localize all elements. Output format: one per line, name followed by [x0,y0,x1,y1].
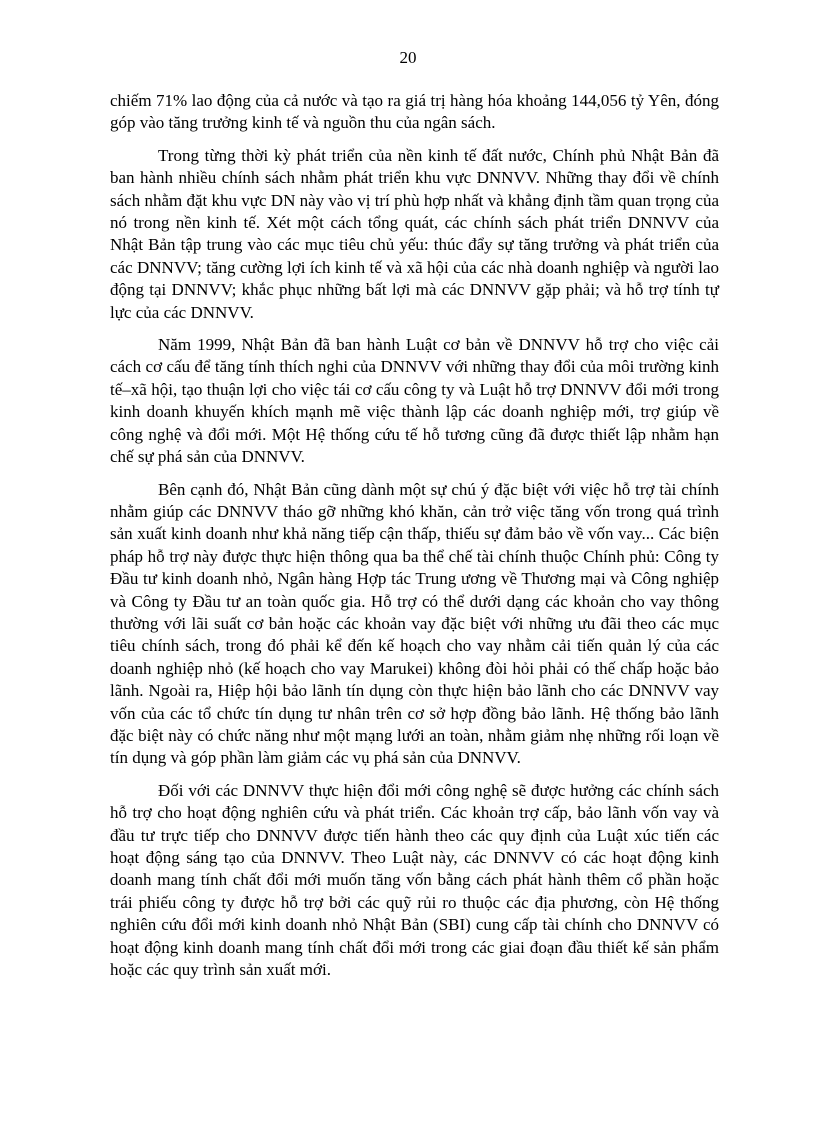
paragraph-innovation-support: Đối với các DNNVV thực hiện đổi mới công nghệ sẽ được hưởng các chính sách hỗ trợ cho hoạt động nghiên cứu và phát triển. Các khoản trợ cấp, bảo lãnh vốn vay và đầu tư trực tiếp cho DNNVV được tiến hành theo các quy định của Luật xúc tiến các hoạt động sáng tạo của DNNVV. Theo Luật này, các DNNVV có các hoạt động kinh doanh mang tính chất đổi mới muốn tăng vốn bằng cách phát hành thêm cổ phần hoặc trái phiếu công ty được hỗ trợ bởi các quỹ rủi ro thuộc các địa phương, còn Hệ thống nghiên cứu đổi mới kinh doanh nhỏ Nhật Bản (SBI) cung cấp tài chính cho DNNVV có hoạt động kinh doanh mang tính chất đổi mới trong các giai đoạn đầu thiết kế sản phẩm hoặc các quy trình sản xuất mới. [110,780,719,980]
paragraph-continued: chiếm 71% lao động của cả nước và tạo ra giá trị hàng hóa khoảng 144,056 tỷ Yên, đóng góp vào tăng trưởng kinh tế và nguồn thu của ngân sách. [110,91,719,133]
page-number: 20 [399,48,417,67]
body-text [110,90,719,991]
paragraph-policy-overview: Trong từng thời kỳ phát triển của nền kinh tế đất nước, Chính phủ Nhật Bản đã ban hành nhiều chính sách nhằm phát triển khu vực DNNVV. Những thay đổi về chính sách nhằm đặt khu vực DN này vào vị trí phù hợp nhất và khẳng định tầm quan trọng của nó trong nền kinh tế. Xét một cách tổng quát, các chính sách phát triển DNNVV của Nhật Bản tập trung vào các mục tiêu chủ yếu: thúc đẩy sự tăng trưởng và phát triển của các DNNVV; tăng cường lợi ích kinh tế và xã hội của các nhà doanh nghiệp và người lao động tại DNNVV; khắc phục những bất lợi mà các DNNVV gặp phải; và hỗ trợ tính tự lực của các DNNVV. [110,145,719,322]
paragraph-financial-support: Bên cạnh đó, Nhật Bản cũng dành một sự chú ý đặc biệt với việc hỗ trợ tài chính nhằm giúp các DNNVV tháo gỡ những khó khăn, cản trở việc tăng vốn trong quá trình sản xuất kinh doanh như khả năng tiếp cận thấp, thiếu sự đảm bảo về vốn vay... Các biện pháp hỗ trợ này được thực hiện thông qua ba thể chế tài chính thuộc Chính phủ: Công ty Đầu tư kinh doanh nhỏ, Ngân hàng Hợp tác Trung ương về Thương mại và Công nghiệp và Công ty Đầu tư an toàn quốc gia. Hỗ trợ có thể dưới dạng các khoản cho vay thông thường với lãi suất cơ bản hoặc các khoản vay đặc biệt với những ưu đãi theo các mục tiêu chính sách, trong đó phải kể đến kế hoạch cho vay nhằm cải tiến quản lý của các doanh nghiệp nhỏ (kế hoạch cho vay Marukei) không đòi hỏi phải có thế chấp hoặc bảo lãnh. Ngoài ra, Hiệp hội bảo lãnh tín dụng còn thực hiện bảo lãnh cho các DNNVV vay vốn của các tổ chức tín dụng tư nhân trên cơ sở hợp đồng bảo lãnh. Hệ thống bảo lãnh đặc biệt này có chức năng như một mạng lưới an toàn, nhằm giảm nhẹ những rối loạn về tín dụng và góp phần làm giảm các vụ phá sản của DNNVV. [110,479,719,768]
paragraph-basic-law-1999: Năm 1999, Nhật Bản đã ban hành Luật cơ bản về DNNVV hỗ trợ cho việc cải cách cơ cấu để tăng tính thích nghi của DNNVV với những thay đổi của môi trường kinh tế–xã hội, tạo thuận lợi cho việc tái cơ cấu công ty và Luật hỗ trợ DNNVV đổi mới trong kinh doanh khuyến khích mạnh mẽ việc thành lập các doanh nghiệp mới, trợ giúp về công nghệ và đổi mới. Một Hệ thống cứu tế hỗ tương cũng đã được thiết lập nhằm hạn chế sự phá sản của DNNVV. [110,335,719,467]
